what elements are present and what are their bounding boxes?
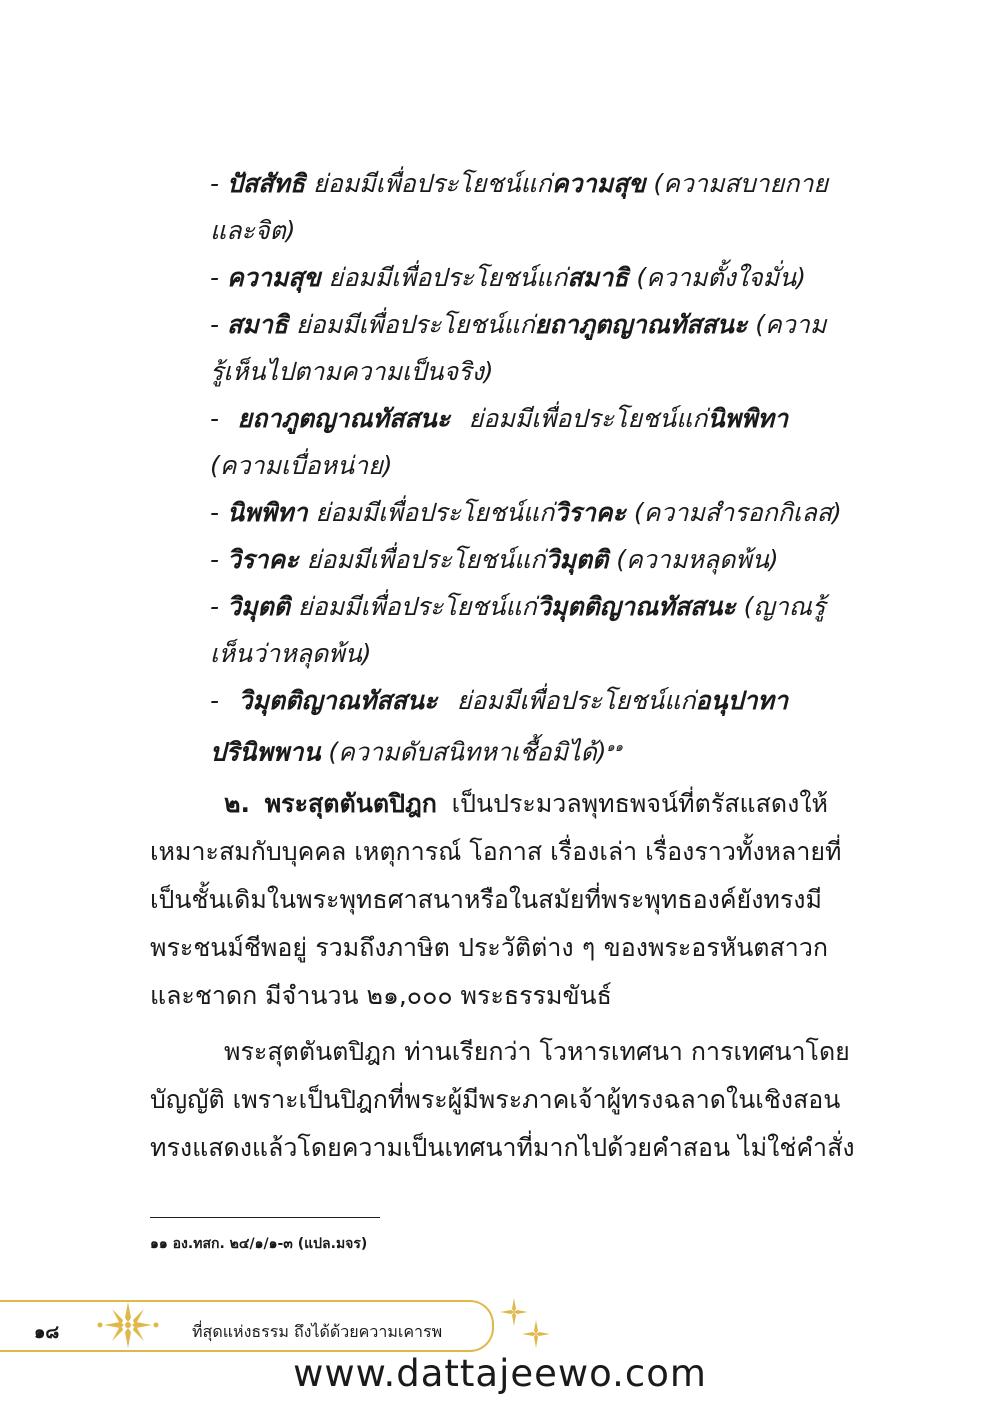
paragraph-line: ทรงแสดงแล้วโดยความเป็นเทศนาที่มากไปด้วยคำสอน ไม่ใช่คำสั่ง bbox=[150, 1133, 855, 1162]
footnote-marker: ๑๑ bbox=[606, 740, 623, 755]
list-item: - ยถาภูตญาณทัสสนะ ย่อมมีเพื่อประโยชน์แก่นิพพิทา bbox=[210, 404, 789, 433]
list-item: - วิมุตติญาณทัสสนะ ย่อมมีเพื่อประโยชน์แก่อนุปาทา bbox=[210, 686, 789, 715]
list-item: - ปัสสัทธิ ย่อมมีเพื่อประโยชน์แก่ความสุข (ความสบายกาย bbox=[210, 169, 829, 198]
list-item: - นิพพิทา ย่อมมีเพื่อประโยชน์แก่วิราคะ (ความสำรอกกิเลส) bbox=[210, 498, 842, 527]
explanation-paragraph bbox=[150, 1028, 855, 1172]
paragraph-line: เป็นชั้นเดิมในพระพุทธศาสนาหรือในสมัยที่พระพุทธองค์ยังทรงมี bbox=[150, 885, 822, 914]
list-item: - วิมุตติ ย่อมมีเพื่อประโยชน์แก่วิมุตติญาณทัสสนะ (ญาณรู้ bbox=[210, 592, 826, 621]
paragraph-line: พระสุตตันตปิฎก ท่านเรียกว่า โวหารเทศนา การเทศนาโดย bbox=[224, 1037, 850, 1066]
website-url: www.dattajeewo.com bbox=[293, 1352, 707, 1395]
sparkle-ornament-icon bbox=[496, 1296, 556, 1356]
list-item: - ความสุข ย่อมมีเพื่อประโยชน์แก่สมาธิ (ความตั้งใจมั่น) bbox=[210, 263, 806, 292]
flower-ornament-icon bbox=[96, 1298, 160, 1352]
list-item: - วิราคะ ย่อมมีเพื่อประโยชน์แก่วิมุตติ (ความหลุดพ้น) bbox=[210, 545, 779, 574]
list-item-continuation: และจิต) bbox=[210, 216, 296, 245]
paragraph-line: เหมาะสมกับบุคคล เหตุการณ์ โอกาส เรื่องเล่า เรื่องราวทั้งหลายที่ bbox=[150, 837, 842, 866]
paragraph-line: บัญญัติ เพราะเป็นปิฎกที่พระผู้มีพระภาคเจ้าผู้ทรงฉลาดในเชิงสอน bbox=[150, 1085, 841, 1114]
section-title: พระสุตตันตปิฎก bbox=[264, 789, 437, 818]
list-item-continuation: รู้เห็นไปตามความเป็นจริง) bbox=[210, 357, 494, 386]
paragraph-line: พระชนม์ชีพอยู่ รวมถึงภาษิต ประวัติต่าง ๆ ของพระอรหันตสาวก bbox=[150, 933, 828, 962]
list-item-continuation: ปรินิพพาน (ความดับสนิทหาเชื้อมิได้)$^{๑๑}$ bbox=[210, 737, 623, 767]
list-item-continuation: (ความเบื่อหน่าย) bbox=[210, 451, 393, 480]
list-item: - สมาธิ ย่อมมีเพื่อประโยชน์แก่ยถาภูตญาณทัสสนะ (ความ bbox=[210, 310, 827, 339]
footnote-divider bbox=[150, 1217, 380, 1218]
list-item-continuation: เห็นว่าหลุดพ้น) bbox=[210, 639, 372, 668]
section-2-paragraph bbox=[150, 780, 842, 1020]
section-number: ๒. bbox=[224, 789, 250, 818]
transcendental-chain-list bbox=[210, 160, 842, 775]
paragraph-line: และชาดก มีจำนวน ๒๑,๐๐๐ พระธรรมขันธ์ bbox=[150, 981, 612, 1010]
book-title: ที่สุดแห่งธรรม ถึงได้ด้วยความเคารพ bbox=[192, 1322, 443, 1341]
footnote: ๑๑ อง.ทสก. ๒๔/๑/๑-๓ (แปล.มจร) bbox=[150, 1236, 368, 1252]
paragraph-line: ๒. พระสุตตันตปิฎก เป็นประมวลพุทธพจน์ที่ตรัสแสดงให้ bbox=[224, 789, 828, 818]
page-number: ๑๘ bbox=[34, 1322, 60, 1343]
